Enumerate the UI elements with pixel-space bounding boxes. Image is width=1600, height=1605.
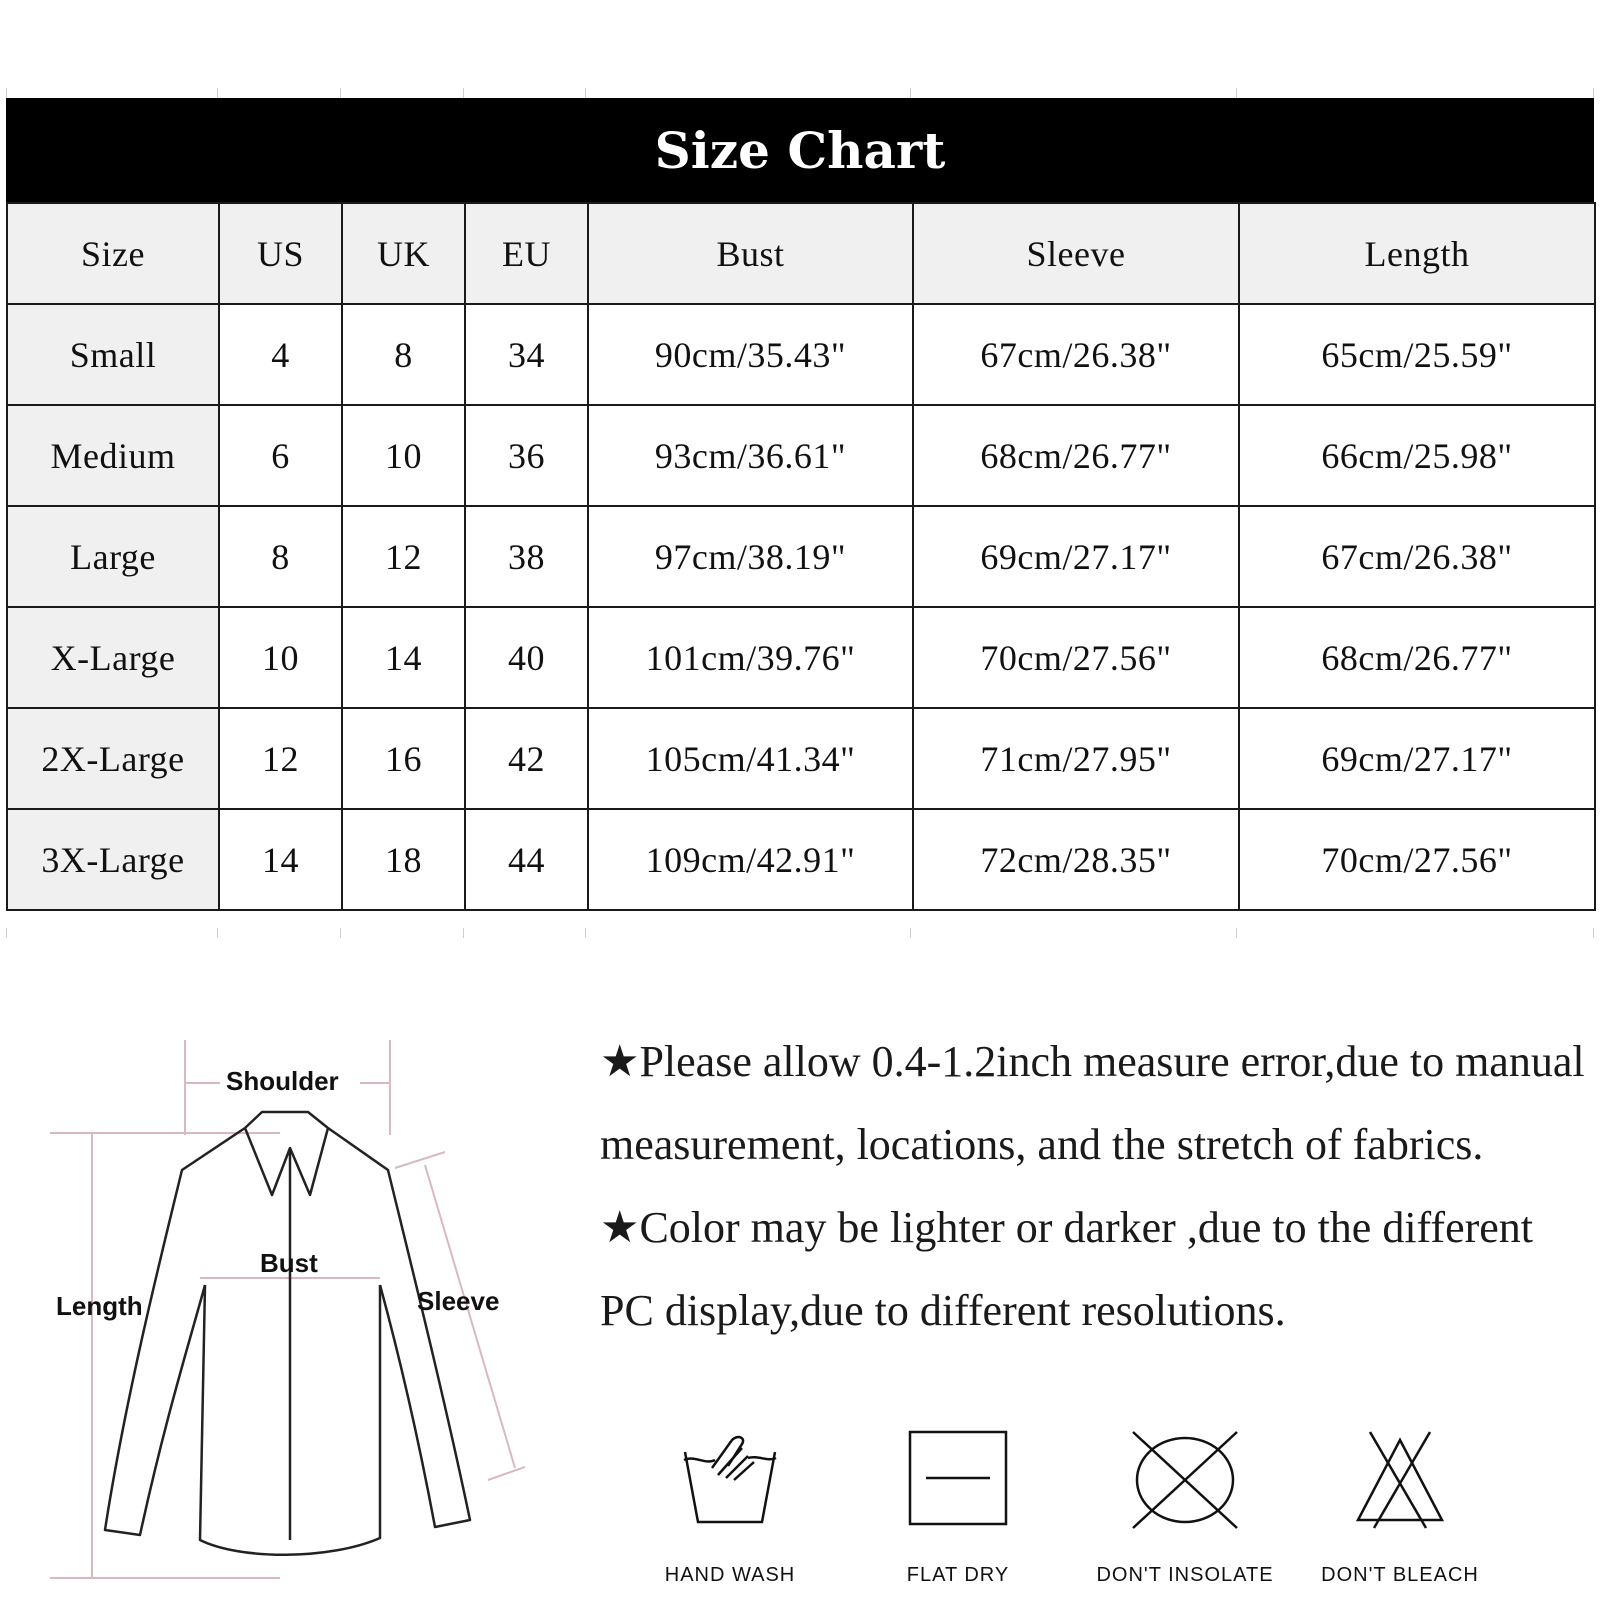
size-name-cell: 2X-Large [7,708,219,809]
table-cell: 101cm/39.76" [588,607,913,708]
table-cell: 38 [465,506,588,607]
shoulder-label: Shoulder [226,1066,339,1096]
table-header-cell: Sleeve [913,203,1239,304]
size-name-cell: Large [7,506,219,607]
table-cell: 68cm/26.77" [913,405,1239,506]
dont-insolate-icon [1125,1430,1245,1530]
table-header-row [7,203,1595,304]
chart-title: Size Chart [6,98,1594,202]
table-header-cell: Length [1239,203,1595,304]
size-chart [6,98,1594,911]
table-row [7,708,1595,809]
table-cell: 10 [342,405,465,506]
table-cell: 12 [342,506,465,607]
flat-dry-icon [898,1430,1018,1530]
table-header-cell: UK [342,203,465,304]
hand-wash-icon [670,1430,790,1530]
notes [600,1020,1590,1352]
table-header-cell: EU [465,203,588,304]
table-row [7,506,1595,607]
table-cell: 12 [219,708,342,809]
table-cell: 42 [465,708,588,809]
table-cell: 36 [465,405,588,506]
table-header-cell: US [219,203,342,304]
table-cell: 109cm/42.91" [588,809,913,910]
table-cell: 10 [219,607,342,708]
size-name-cell: X-Large [7,607,219,708]
table-cell: 69cm/27.17" [1239,708,1595,809]
dont-bleach-icon [1340,1430,1460,1530]
table-cell: 72cm/28.35" [913,809,1239,910]
table-cell: 70cm/27.56" [1239,809,1595,910]
sleeve-label: Sleeve [417,1286,500,1316]
shirt-measurement-diagram [40,1040,560,1600]
shirt-icon [40,1040,560,1600]
care-flat-dry [858,1430,1058,1587]
top-ticks [6,88,1594,98]
care-label-hand-wash: HAND WASH [664,1564,796,1586]
table-cell: 71cm/27.95" [913,708,1239,809]
table-cell: 16 [342,708,465,809]
size-name-cell: 3X-Large [7,809,219,910]
table-row [7,304,1595,405]
bust-label: Bust [260,1248,318,1278]
bottom-ticks [6,928,1594,938]
table-row [7,607,1595,708]
table-cell: 69cm/27.17" [913,506,1239,607]
size-name-cell: Medium [7,405,219,506]
table-cell: 105cm/41.34" [588,708,913,809]
care-hand-wash [630,1430,830,1587]
table-cell: 67cm/26.38" [913,304,1239,405]
table-cell: 14 [219,809,342,910]
table-row [7,809,1595,910]
table-cell: 68cm/26.77" [1239,607,1595,708]
table-cell: 40 [465,607,588,708]
table-cell: 34 [465,304,588,405]
table-cell: 4 [219,304,342,405]
table-cell: 65cm/25.59" [1239,304,1595,405]
table-cell: 67cm/26.38" [1239,506,1595,607]
care-label-dont-insolate: DON'T INSOLATE [1096,1564,1274,1586]
care-dont-insolate [1085,1430,1285,1587]
table-cell: 70cm/27.56" [913,607,1239,708]
care-label-flat-dry: FLAT DRY [906,1564,1010,1586]
table-cell: 14 [342,607,465,708]
table-cell: 93cm/36.61" [588,405,913,506]
note-color: ★Color may be lighter or darker ,due to the different PC display,due to different resolutions. [600,1203,1534,1335]
table-cell: 8 [342,304,465,405]
table-header-cell: Size [7,203,219,304]
table-header-cell: Bust [588,203,913,304]
size-name-cell: Small [7,304,219,405]
table-cell: 44 [465,809,588,910]
table-cell: 66cm/25.98" [1239,405,1595,506]
table-cell: 18 [342,809,465,910]
note-measure-error: ★Please allow 0.4-1.2inch measure error,due to manual measurement, locations, and the stretch of fabrics. [600,1037,1585,1169]
care-label-dont-bleach: DON'T BLEACH [1321,1564,1479,1586]
size-table [6,202,1596,911]
care-dont-bleach [1300,1430,1500,1587]
table-row [7,405,1595,506]
table-cell: 8 [219,506,342,607]
length-label: Length [56,1291,143,1321]
table-cell: 6 [219,405,342,506]
table-cell: 90cm/35.43" [588,304,913,405]
table-cell: 97cm/38.19" [588,506,913,607]
